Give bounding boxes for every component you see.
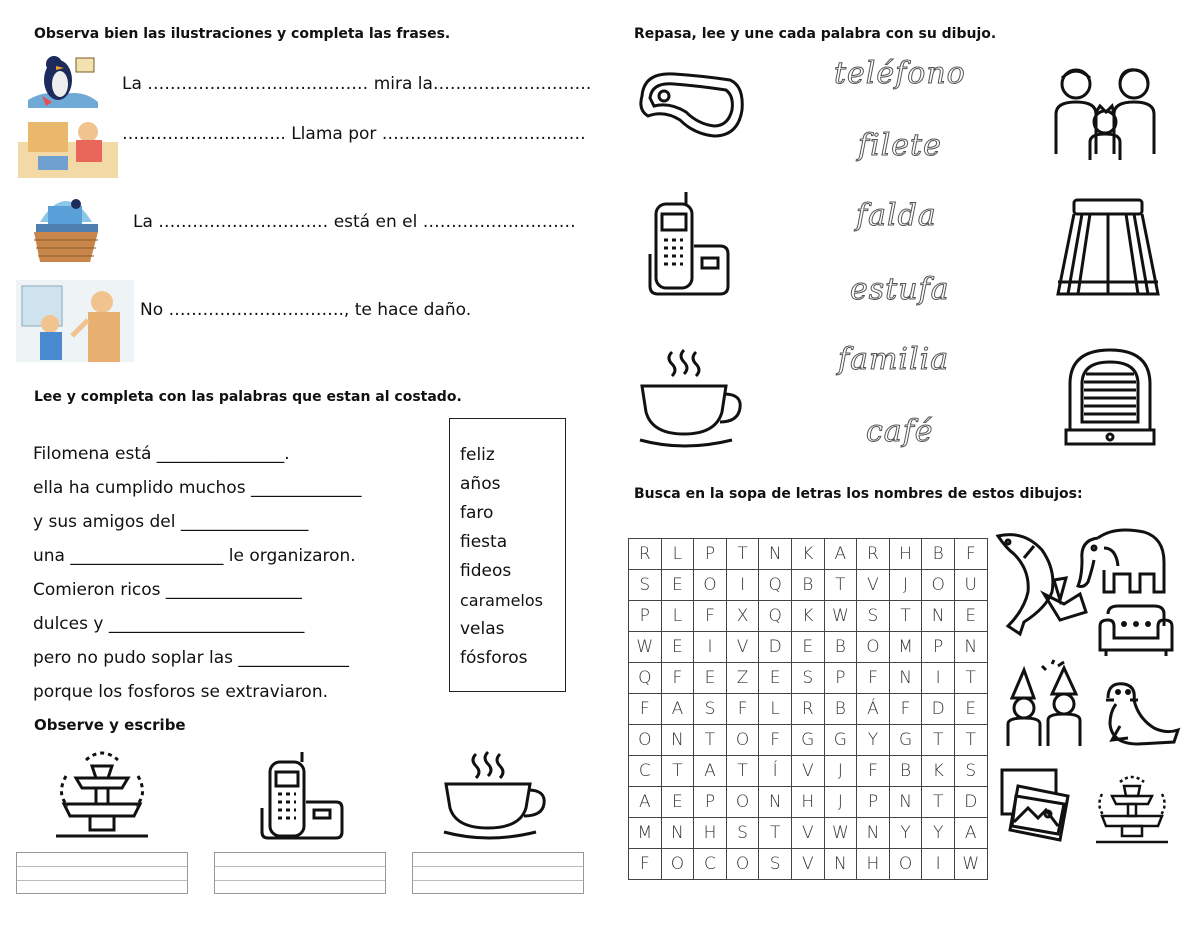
- photos-icon: [998, 766, 1078, 842]
- grid-cell[interactable]: W: [824, 601, 857, 632]
- grid-cell[interactable]: O: [661, 849, 694, 880]
- grid-cell[interactable]: A: [954, 818, 987, 849]
- grid-cell[interactable]: S: [954, 756, 987, 787]
- grid-cell[interactable]: O: [726, 787, 759, 818]
- skirt-icon: [1056, 196, 1160, 300]
- grid-cell[interactable]: P: [922, 632, 955, 663]
- grid-cell[interactable]: V: [726, 632, 759, 663]
- story-line-2: ella ha cumplido muchos _____________: [33, 478, 362, 498]
- grid-cell[interactable]: W: [629, 632, 662, 663]
- answer-box-fountain[interactable]: [16, 852, 188, 894]
- grid-cell[interactable]: L: [661, 539, 694, 570]
- grid-cell[interactable]: M: [889, 632, 922, 663]
- grid-cell[interactable]: F: [661, 663, 694, 694]
- grid-cell[interactable]: F: [629, 694, 662, 725]
- sofa-icon: [1096, 604, 1176, 658]
- grid-cell[interactable]: T: [922, 725, 955, 756]
- story-line-8: porque los fosforos se extraviaron.: [33, 682, 329, 702]
- grid-cell[interactable]: V: [857, 570, 890, 601]
- coffee-cup-icon-2: [638, 346, 750, 450]
- grid-cell[interactable]: C: [629, 756, 662, 787]
- penguin-reading-illustration: [24, 50, 102, 108]
- grid-cell[interactable]: B: [824, 632, 857, 663]
- grid-cell[interactable]: F: [629, 849, 662, 880]
- grid-cell[interactable]: S: [791, 663, 824, 694]
- grid-cell[interactable]: N: [954, 632, 987, 663]
- grid-cell[interactable]: E: [954, 601, 987, 632]
- grid-cell[interactable]: Y: [857, 725, 890, 756]
- grid-cell[interactable]: S: [759, 849, 792, 880]
- grid-row: [629, 756, 988, 787]
- grid-cell[interactable]: I: [922, 849, 955, 880]
- grid-cell[interactable]: N: [824, 849, 857, 880]
- grid-cell[interactable]: F: [857, 756, 890, 787]
- grid-cell[interactable]: E: [661, 570, 694, 601]
- grid-row: [629, 725, 988, 756]
- grid-cell[interactable]: Y: [889, 818, 922, 849]
- grid-cell[interactable]: E: [954, 694, 987, 725]
- grid-cell[interactable]: O: [889, 849, 922, 880]
- grid-cell[interactable]: B: [824, 694, 857, 725]
- grid-cell[interactable]: A: [824, 539, 857, 570]
- sentence-3: La ………………………… está en el ………………………: [133, 212, 576, 232]
- grid-row: [629, 818, 988, 849]
- grid-cell[interactable]: H: [889, 539, 922, 570]
- seal-icon: [1098, 678, 1180, 748]
- trace-word-4: estufa: [850, 272, 950, 307]
- grid-cell[interactable]: T: [954, 725, 987, 756]
- grid-cell[interactable]: I: [922, 663, 955, 694]
- word-bank-item: faro: [460, 503, 494, 523]
- word-bank-item: caramelos: [460, 591, 543, 610]
- grid-cell[interactable]: K: [791, 539, 824, 570]
- grid-row: [629, 570, 988, 601]
- family-icon: [1050, 64, 1160, 160]
- grid-row: [629, 539, 988, 570]
- grid-cell[interactable]: F: [954, 539, 987, 570]
- grid-cell[interactable]: D: [759, 632, 792, 663]
- grid-cell[interactable]: F: [889, 694, 922, 725]
- heater-icon: [1062, 344, 1158, 454]
- section1-heading: Observa bien las ilustraciones y completa las frases.: [34, 26, 451, 42]
- grid-cell[interactable]: J: [824, 756, 857, 787]
- word-bank-item: feliz: [460, 445, 495, 465]
- grid-cell[interactable]: N: [661, 725, 694, 756]
- word-bank-item: fósforos: [460, 648, 528, 668]
- grid-cell[interactable]: R: [857, 539, 890, 570]
- grid-cell[interactable]: N: [857, 818, 890, 849]
- grid-cell[interactable]: T: [694, 725, 727, 756]
- elephant-icon: [1074, 526, 1168, 596]
- section3-heading: Observe y escribe: [34, 716, 186, 734]
- grid-cell[interactable]: O: [726, 849, 759, 880]
- grid-cell[interactable]: I: [726, 570, 759, 601]
- grid-cell[interactable]: P: [694, 787, 727, 818]
- grid-cell[interactable]: L: [759, 694, 792, 725]
- grid-cell[interactable]: P: [857, 787, 890, 818]
- section4-heading: Repasa, lee y une cada palabra con su dibujo.: [634, 26, 997, 42]
- grid-cell[interactable]: D: [922, 694, 955, 725]
- grid-cell[interactable]: F: [759, 725, 792, 756]
- grid-cell[interactable]: E: [791, 632, 824, 663]
- story-line-5: Comieron ricos ________________: [33, 580, 302, 600]
- grid-cell[interactable]: T: [759, 818, 792, 849]
- grid-row: [629, 694, 988, 725]
- grid-cell[interactable]: B: [922, 539, 955, 570]
- grid-cell[interactable]: E: [661, 787, 694, 818]
- grid-cell[interactable]: V: [791, 756, 824, 787]
- grid-cell[interactable]: T: [889, 601, 922, 632]
- story-line-6: dulces y _______________________: [33, 614, 305, 634]
- grid-cell[interactable]: C: [694, 849, 727, 880]
- grid-cell[interactable]: T: [922, 787, 955, 818]
- grid-cell[interactable]: I: [694, 632, 727, 663]
- grid-cell[interactable]: K: [791, 601, 824, 632]
- story-line-3: y sus amigos del _______________: [33, 512, 309, 532]
- grid-row: [629, 849, 988, 880]
- grid-cell[interactable]: R: [791, 694, 824, 725]
- grid-row: [629, 663, 988, 694]
- cordless-phone-icon: [256, 748, 348, 840]
- boy-adult-illustration: [16, 280, 134, 362]
- grid-cell[interactable]: F: [857, 663, 890, 694]
- grid-cell[interactable]: F: [726, 694, 759, 725]
- grid-cell[interactable]: J: [824, 787, 857, 818]
- grid-cell[interactable]: V: [791, 849, 824, 880]
- grid-cell[interactable]: B: [889, 756, 922, 787]
- grid-cell[interactable]: A: [694, 756, 727, 787]
- grid-cell[interactable]: O: [694, 570, 727, 601]
- story-line-1: Filomena está _______________.: [33, 444, 290, 464]
- grid-cell[interactable]: P: [694, 539, 727, 570]
- grid-cell[interactable]: Q: [629, 663, 662, 694]
- trace-word-5: familia: [838, 342, 950, 377]
- grid-cell[interactable]: G: [791, 725, 824, 756]
- grid-cell[interactable]: J: [889, 570, 922, 601]
- grid-cell[interactable]: N: [889, 787, 922, 818]
- boat-illustration: [20, 182, 112, 262]
- trace-word-2: filete: [858, 128, 942, 163]
- grid-cell[interactable]: T: [726, 539, 759, 570]
- grid-row: [629, 601, 988, 632]
- grid-cell[interactable]: Q: [759, 570, 792, 601]
- story-line-7: pero no pudo soplar las _____________: [33, 648, 349, 668]
- word-bank-item: fideos: [460, 561, 512, 581]
- grid-cell[interactable]: N: [661, 818, 694, 849]
- grid-cell[interactable]: E: [661, 632, 694, 663]
- grid-cell[interactable]: T: [726, 756, 759, 787]
- grid-cell[interactable]: U: [954, 570, 987, 601]
- grid-cell[interactable]: V: [791, 818, 824, 849]
- grid-cell[interactable]: S: [629, 570, 662, 601]
- grid-cell[interactable]: S: [726, 818, 759, 849]
- section5-heading: Busca en la sopa de letras los nombres de estos dibujos:: [634, 486, 1083, 502]
- grid-row: [629, 632, 988, 663]
- grid-cell[interactable]: E: [694, 663, 727, 694]
- fountain-icon: [46, 746, 158, 842]
- answer-box-phone[interactable]: [214, 852, 386, 894]
- word-bank: [449, 418, 566, 692]
- grid-cell[interactable]: O: [922, 570, 955, 601]
- grid-cell[interactable]: H: [694, 818, 727, 849]
- grid-cell[interactable]: P: [629, 601, 662, 632]
- sentence-4: No …………………………., te hace daño.: [140, 300, 472, 320]
- grid-cell[interactable]: N: [889, 663, 922, 694]
- cordless-phone-icon-2: [646, 188, 732, 298]
- grid-cell[interactable]: H: [857, 849, 890, 880]
- sentence-1: La ………………………………… mira la……………………….: [122, 74, 592, 94]
- grid-cell[interactable]: O: [726, 725, 759, 756]
- grid-cell[interactable]: P: [824, 663, 857, 694]
- grid-cell[interactable]: W: [954, 849, 987, 880]
- grid-cell[interactable]: O: [629, 725, 662, 756]
- grid-cell[interactable]: Á: [857, 694, 890, 725]
- grid-cell[interactable]: N: [922, 601, 955, 632]
- grid-cell[interactable]: A: [661, 694, 694, 725]
- grid-cell[interactable]: T: [824, 570, 857, 601]
- grid-cell[interactable]: S: [694, 694, 727, 725]
- grid-cell[interactable]: R: [629, 539, 662, 570]
- section2-heading: Lee y completa con las palabras que estan al costado.: [34, 389, 462, 405]
- grid-cell[interactable]: D: [954, 787, 987, 818]
- steak-icon: [634, 66, 746, 142]
- grid-cell[interactable]: Q: [759, 601, 792, 632]
- grid-cell[interactable]: L: [661, 601, 694, 632]
- word-bank-item: años: [460, 474, 501, 494]
- party-people-icon: [998, 660, 1090, 750]
- trace-word-6: café: [866, 414, 934, 449]
- trace-word-3: falda: [856, 198, 937, 233]
- grid-cell[interactable]: G: [889, 725, 922, 756]
- fountain-icon-2: [1092, 770, 1172, 846]
- word-search-grid: [628, 538, 988, 880]
- grid-cell[interactable]: N: [759, 539, 792, 570]
- grid-cell[interactable]: B: [791, 570, 824, 601]
- grid-cell[interactable]: A: [629, 787, 662, 818]
- grid-cell[interactable]: O: [857, 632, 890, 663]
- grid-row: [629, 787, 988, 818]
- word-bank-item: fiesta: [460, 532, 508, 552]
- grid-cell[interactable]: X: [726, 601, 759, 632]
- grid-cell[interactable]: K: [922, 756, 955, 787]
- grid-cell[interactable]: F: [694, 601, 727, 632]
- grid-cell[interactable]: T: [661, 756, 694, 787]
- grid-cell[interactable]: E: [759, 663, 792, 694]
- coffee-cup-icon: [440, 748, 554, 840]
- word-bank-item: velas: [460, 619, 505, 639]
- story-line-4: una __________________ le organizaron.: [33, 546, 356, 566]
- trace-word-1: teléfono: [834, 56, 966, 91]
- grid-cell[interactable]: W: [824, 818, 857, 849]
- grid-cell[interactable]: G: [824, 725, 857, 756]
- sentence-2: ……………………….. Llama por ………………………………: [122, 124, 586, 144]
- answer-box-cup[interactable]: [412, 852, 584, 894]
- grid-cell[interactable]: H: [791, 787, 824, 818]
- grid-cell[interactable]: Y: [922, 818, 955, 849]
- man-phone-illustration: [18, 112, 118, 178]
- grid-cell[interactable]: Z: [726, 663, 759, 694]
- grid-cell[interactable]: T: [954, 663, 987, 694]
- grid-cell[interactable]: M: [629, 818, 662, 849]
- grid-cell[interactable]: Í: [759, 756, 792, 787]
- grid-cell[interactable]: S: [857, 601, 890, 632]
- grid-cell[interactable]: N: [759, 787, 792, 818]
